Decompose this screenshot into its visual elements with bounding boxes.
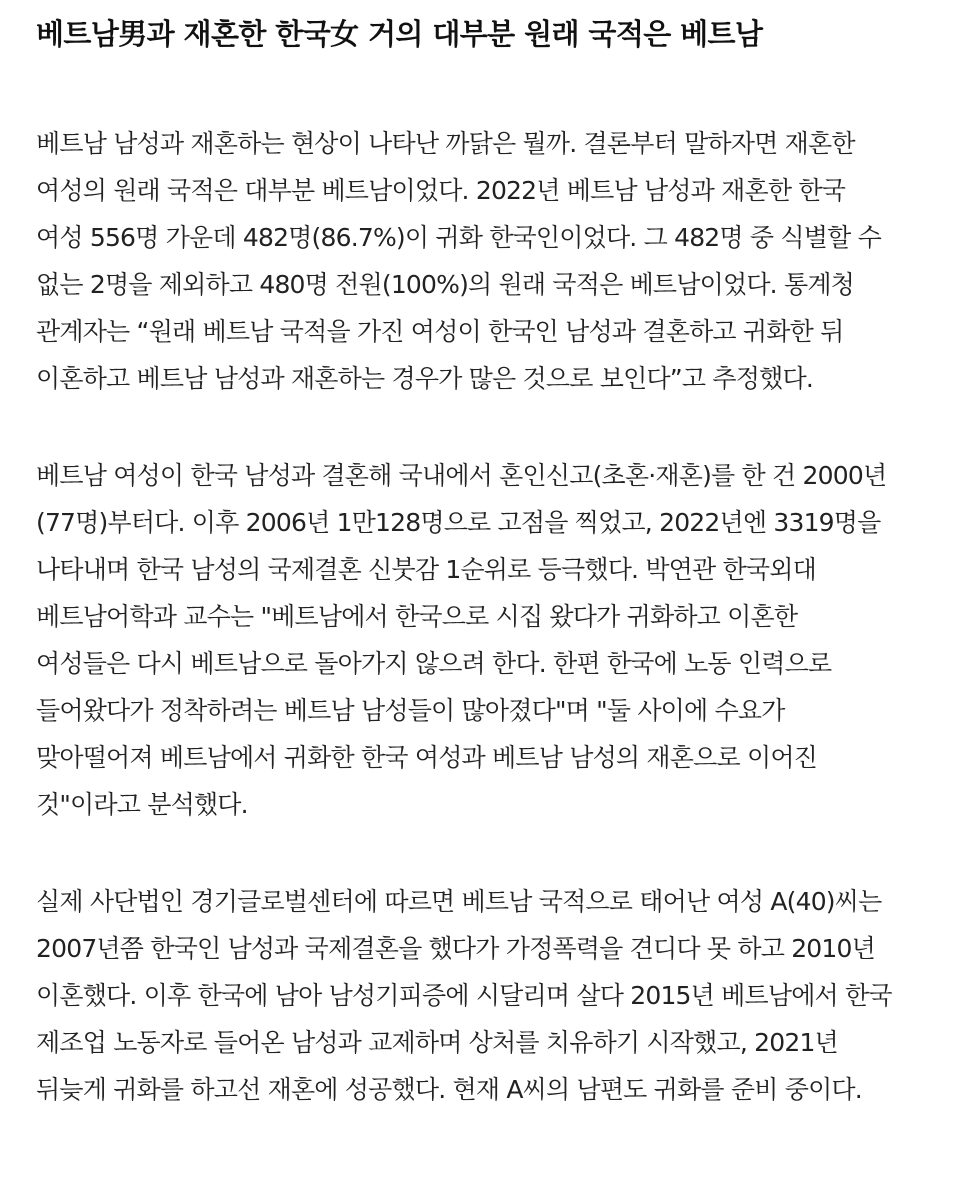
paragraph-line: 것"이라고 분석했다.: [36, 790, 248, 819]
paragraph-line: 베트남어학과 교수는 "베트남에서 한국으로 시집 왔다가 귀화하고 이혼한: [36, 602, 798, 631]
article-paragraph: [36, 452, 941, 828]
paragraph-line: 이혼했다. 이후 한국에 남아 남성기피증에 시달리며 살다 2015년 베트남에서 한국: [36, 981, 892, 1010]
paragraph-line: 제조업 노동자로 들어온 남성과 교제하며 상처를 치유하기 시작했고, 2021년: [36, 1028, 838, 1057]
paragraph-line: 맞아떨어져 베트남에서 귀화한 한국 여성과 베트남 남성의 재혼으로 이어진: [36, 743, 818, 772]
paragraph-line: 베트남 남성과 재혼하는 현상이 나타난 까닭은 뭘까. 결론부터 말하자면 재혼한: [36, 129, 855, 158]
article-headline: 베트남男과 재혼한 한국女 거의 대부분 원래 국적은 베트남: [36, 17, 763, 51]
paragraph-line: 여성의 원래 국적은 대부분 베트남이었다. 2022년 베트남 남성과 재혼한 한국: [36, 176, 846, 205]
paragraph-line: 베트남 여성이 한국 남성과 결혼해 국내에서 혼인신고(초혼·재혼)를 한 건 2000년: [36, 461, 887, 490]
paragraph-line: 없는 2명을 제외하고 480명 전원(100%)의 원래 국적은 베트남이었다. 통계청: [36, 270, 855, 299]
paragraph-line: 들어왔다가 정착하려는 베트남 남성들이 많아졌다"며 "둘 사이에 수요가: [36, 696, 785, 725]
paragraph-line: 나타내며 한국 남성의 국제결혼 신붓감 1순위로 등극했다. 박연관 한국외대: [36, 555, 816, 584]
article-paragraph: [36, 120, 941, 402]
paragraph-line: 실제 사단법인 경기글로벌센터에 따르면 베트남 국적으로 태어난 여성 A(40)씨는: [36, 887, 882, 916]
paragraph-line: 관계자는 “원래 베트남 국적을 가진 여성이 한국인 남성과 결혼하고 귀화한 뒤: [36, 317, 844, 346]
paragraph-line: 여성들은 다시 베트남으로 돌아가지 않으려 한다. 한편 한국에 노동 인력으로: [36, 649, 832, 678]
paragraph-line: (77명)부터다. 이후 2006년 1만128명으로 고점을 찍었고, 2022년엔 3319명을: [36, 508, 881, 537]
paragraph-line: 이혼하고 베트남 남성과 재혼하는 경우가 많은 것으로 보인다”고 추정했다.: [36, 364, 813, 393]
paragraph-line: 뒤늦게 귀화를 하고선 재혼에 성공했다. 현재 A씨의 남편도 귀화를 준비 중이다.: [36, 1075, 862, 1104]
article-paragraph: [36, 878, 941, 1113]
paragraph-line: 여성 556명 가운데 482명(86.7%)이 귀화 한국인이었다. 그 482명 중 식별할 수: [36, 223, 881, 252]
paragraph-line: 2007년쯤 한국인 남성과 국제결혼을 했다가 가정폭력을 견디다 못 하고 2010년: [36, 934, 875, 963]
